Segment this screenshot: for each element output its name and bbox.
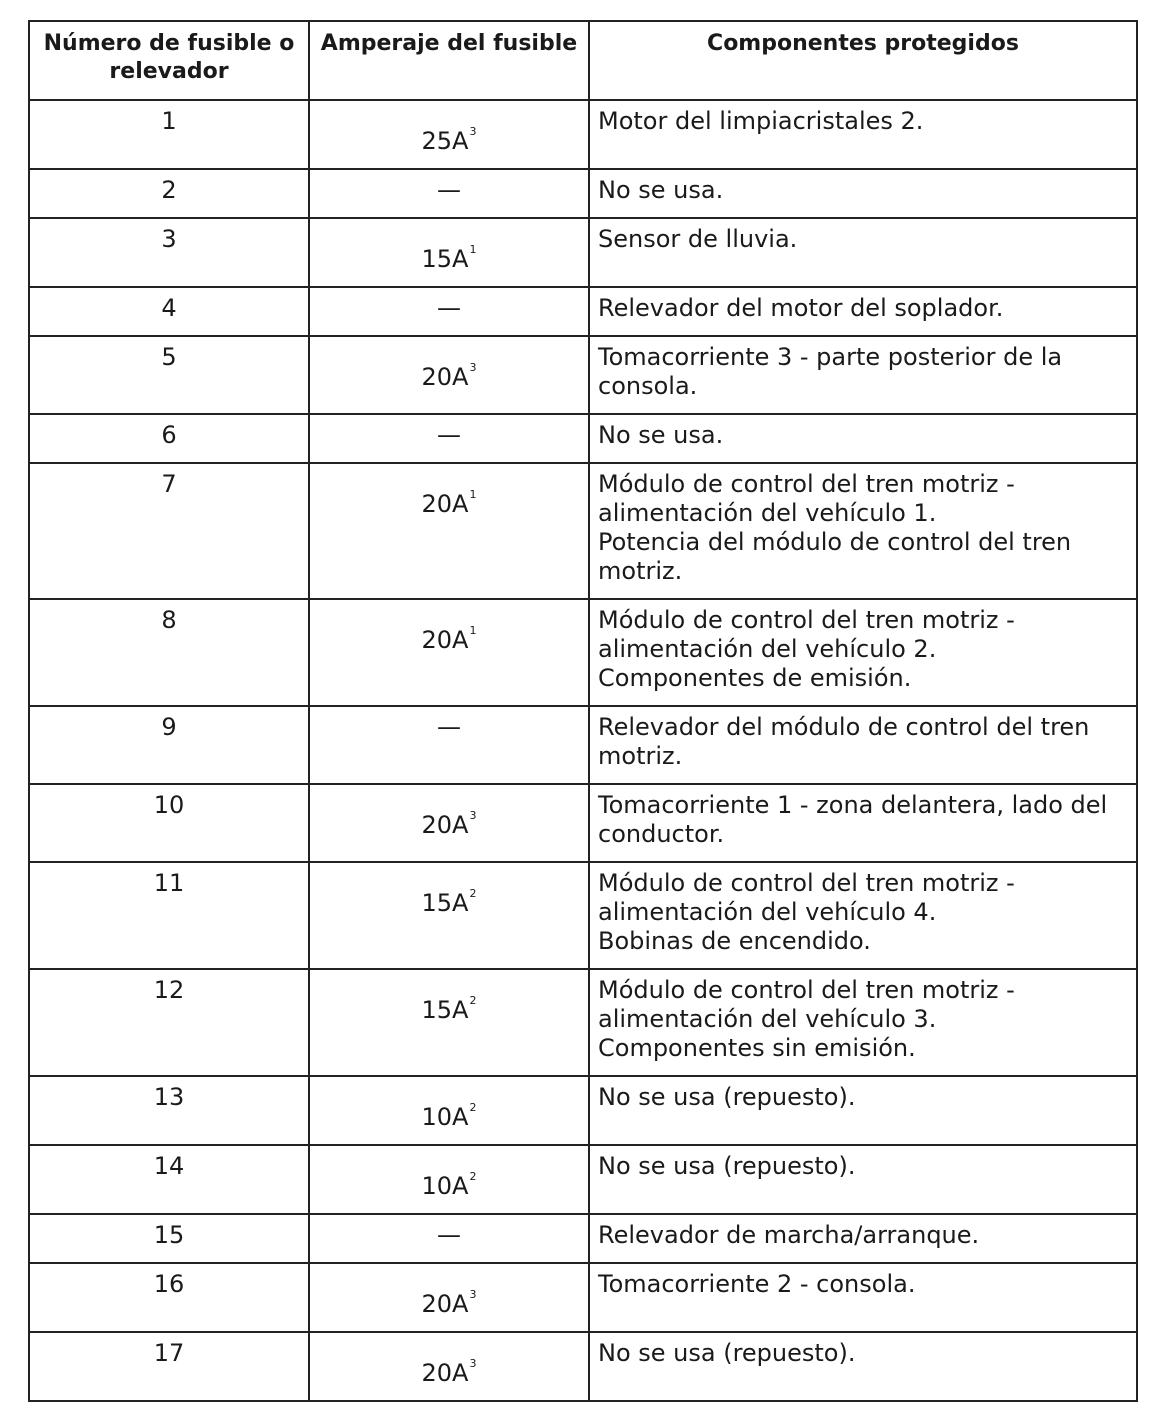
protected-components	[589, 969, 1137, 1076]
header-fuse-amperage: Amperaje del fusible	[309, 21, 589, 100]
component-line: Componentes de emisión.	[598, 664, 912, 692]
amperage-value: 15A	[421, 889, 469, 917]
fuse-amperage-cell	[309, 784, 589, 862]
amperage-value: 20A	[421, 1290, 469, 1318]
fuse-number: 11	[29, 862, 309, 969]
table-row	[29, 969, 1137, 1076]
table-row	[29, 1076, 1137, 1145]
amperage-value: 20A	[421, 363, 469, 391]
fuse-amperage	[422, 353, 477, 392]
footnote-marker: 2	[469, 1170, 477, 1183]
fuse-amperage-cell	[309, 706, 589, 784]
fuse-amperage-cell	[309, 599, 589, 706]
component-line: Motor del limpiacristales 2.	[598, 107, 924, 135]
table-row	[29, 1263, 1137, 1332]
fuse-number: 1	[29, 100, 309, 169]
component-line: Módulo de control del tren motriz - alimentación del vehículo 3.	[598, 976, 1015, 1033]
table-row	[29, 169, 1137, 218]
fuse-number: 8	[29, 599, 309, 706]
footnote-marker: 3	[469, 125, 477, 138]
component-line: Relevador de marcha/arranque.	[598, 1221, 980, 1249]
component-line: Potencia del módulo de control del tren motriz.	[598, 528, 1072, 585]
fuse-amperage-cell	[309, 463, 589, 599]
amperage-value: 10A	[421, 1103, 469, 1131]
fuse-amperage	[422, 235, 477, 274]
protected-components	[589, 100, 1137, 169]
component-line: Componentes sin emisión.	[598, 1034, 916, 1062]
component-line: Relevador del módulo de control del tren motriz.	[598, 713, 1090, 770]
fuse-amperage	[437, 176, 461, 205]
fuse-amperage-cell	[309, 1332, 589, 1401]
fuse-number: 4	[29, 287, 309, 336]
amperage-value: —	[437, 294, 461, 322]
fuse-amperage	[437, 294, 461, 323]
table-row	[29, 784, 1137, 862]
component-line: Módulo de control del tren motriz - alimentación del vehículo 1.	[598, 470, 1015, 527]
fuse-number: 16	[29, 1263, 309, 1332]
protected-components	[589, 336, 1137, 414]
component-line: No se usa (repuesto).	[598, 1339, 856, 1367]
table-row	[29, 463, 1137, 599]
table-row	[29, 1214, 1137, 1263]
protected-components	[589, 784, 1137, 862]
amperage-value: 15A	[421, 245, 469, 273]
component-line: No se usa (repuesto).	[598, 1083, 856, 1111]
fuse-number: 3	[29, 218, 309, 287]
amperage-value: —	[437, 1221, 461, 1249]
fuse-amperage	[422, 1349, 477, 1388]
table-row	[29, 100, 1137, 169]
table-row	[29, 599, 1137, 706]
fuse-amperage-cell	[309, 169, 589, 218]
protected-components	[589, 599, 1137, 706]
amperage-value: —	[437, 421, 461, 449]
component-line: No se usa (repuesto).	[598, 1152, 856, 1180]
footnote-marker: 3	[469, 361, 477, 374]
fuse-amperage-cell	[309, 1076, 589, 1145]
fuse-amperage	[422, 117, 477, 156]
protected-components	[589, 1332, 1137, 1401]
fuse-number: 7	[29, 463, 309, 599]
fuse-amperage-cell	[309, 100, 589, 169]
component-line: Tomacorriente 2 - consola.	[598, 1270, 916, 1298]
table-row	[29, 706, 1137, 784]
fuse-number: 9	[29, 706, 309, 784]
protected-components	[589, 706, 1137, 784]
amperage-value: 10A	[421, 1172, 469, 1200]
footnote-marker: 3	[469, 1357, 477, 1370]
protected-components	[589, 862, 1137, 969]
component-line: Tomacorriente 1 - zona delantera, lado del conductor.	[598, 791, 1108, 848]
component-line: Sensor de lluvia.	[598, 225, 798, 253]
fuse-amperage-cell	[309, 1263, 589, 1332]
amperage-value: 15A	[421, 996, 469, 1024]
amperage-value: 20A	[421, 490, 469, 518]
footnote-marker: 1	[469, 624, 477, 637]
fuse-amperage	[437, 713, 461, 742]
component-line: Tomacorriente 3 - parte posterior de la consola.	[598, 343, 1063, 400]
fuse-amperage	[422, 1162, 477, 1201]
table-row	[29, 1145, 1137, 1214]
footnote-marker: 1	[469, 243, 477, 256]
protected-components	[589, 1214, 1137, 1263]
fuse-number: 10	[29, 784, 309, 862]
fuse-amperage	[422, 616, 477, 655]
fuse-number: 5	[29, 336, 309, 414]
fuse-amperage	[422, 1280, 477, 1319]
component-line: Módulo de control del tren motriz - alimentación del vehículo 2.	[598, 606, 1015, 663]
component-line: Bobinas de encendido.	[598, 927, 871, 955]
component-line: No se usa.	[598, 421, 724, 449]
fuse-number: 2	[29, 169, 309, 218]
protected-components	[589, 218, 1137, 287]
fuse-number: 6	[29, 414, 309, 463]
fuse-amperage-cell	[309, 1145, 589, 1214]
component-line: No se usa.	[598, 176, 724, 204]
fuse-number: 13	[29, 1076, 309, 1145]
footnote-marker: 3	[469, 809, 477, 822]
fuse-number: 14	[29, 1145, 309, 1214]
amperage-value: —	[437, 713, 461, 741]
fuse-number: 17	[29, 1332, 309, 1401]
amperage-value: —	[437, 176, 461, 204]
header-protected-components: Componentes protegidos	[589, 21, 1137, 100]
protected-components	[589, 1145, 1137, 1214]
amperage-value: 20A	[421, 811, 469, 839]
table-row	[29, 336, 1137, 414]
amperage-value: 20A	[421, 626, 469, 654]
amperage-value: 25A	[421, 127, 469, 155]
fuse-amperage-cell	[309, 218, 589, 287]
fuse-amperage-cell	[309, 336, 589, 414]
table-row	[29, 862, 1137, 969]
fuse-amperage	[437, 421, 461, 450]
fuse-amperage-cell	[309, 969, 589, 1076]
fuse-amperage	[422, 801, 477, 840]
fuse-amperage	[422, 879, 477, 918]
fuse-number: 15	[29, 1214, 309, 1263]
protected-components	[589, 287, 1137, 336]
table-row	[29, 414, 1137, 463]
amperage-value: 20A	[421, 1359, 469, 1387]
fuse-amperage	[422, 1093, 477, 1132]
fuse-amperage-cell	[309, 287, 589, 336]
fuse-amperage-cell	[309, 1214, 589, 1263]
header-fuse-number: Número de fusible o relevador	[29, 21, 309, 100]
table-row	[29, 1332, 1137, 1401]
footnote-marker: 2	[469, 1101, 477, 1114]
footnote-marker: 1	[469, 488, 477, 501]
fuse-amperage-cell	[309, 862, 589, 969]
fuse-amperage	[437, 1221, 461, 1250]
table-body	[29, 100, 1137, 1401]
footnote-marker: 3	[469, 1288, 477, 1301]
fuse-table	[28, 20, 1138, 1402]
protected-components	[589, 169, 1137, 218]
fuse-amperage-cell	[309, 414, 589, 463]
component-line: Relevador del motor del soplador.	[598, 294, 1004, 322]
footnote-marker: 2	[469, 887, 477, 900]
component-line: Módulo de control del tren motriz - alimentación del vehículo 4.	[598, 869, 1015, 926]
table-row	[29, 218, 1137, 287]
table-header-row	[29, 21, 1137, 100]
fuse-amperage	[422, 986, 477, 1025]
fuse-amperage	[422, 480, 477, 519]
fuse-number: 12	[29, 969, 309, 1076]
protected-components	[589, 1076, 1137, 1145]
protected-components	[589, 463, 1137, 599]
table-row	[29, 287, 1137, 336]
protected-components	[589, 1263, 1137, 1332]
footnote-marker: 2	[469, 994, 477, 1007]
protected-components	[589, 414, 1137, 463]
